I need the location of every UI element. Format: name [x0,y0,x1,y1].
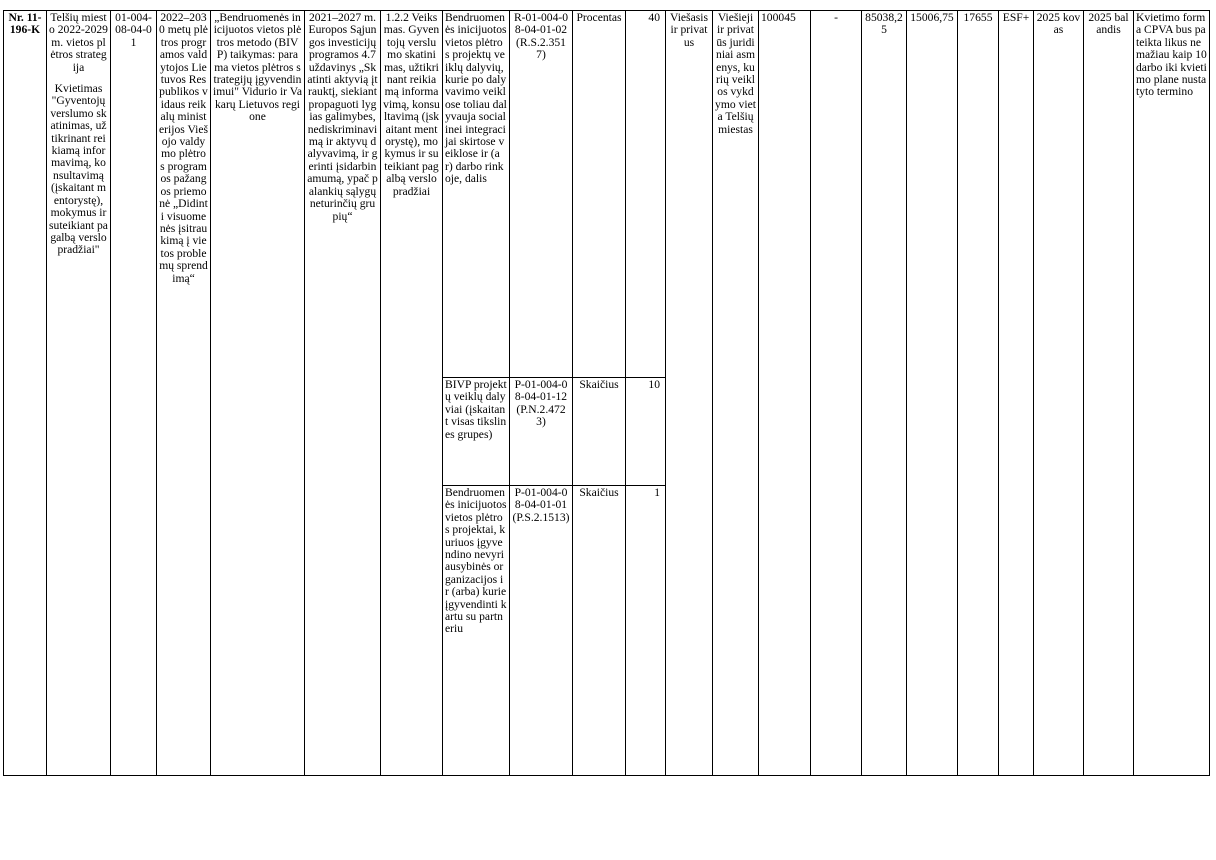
applicant-type-cell: Viešasis ir privatus [666,11,713,776]
row-number-cell: Nr. 11-196-K [4,11,47,776]
eu-program-cell: 2021–2027 m. Europos Sąjungos investicijų programos 4.7 uždavinys „Skatinti aktyvią įtrauktį, siekiant propaguoti lygias galimybes, nediskriminavimą ir aktyvų dalyvavimą, ir gerinti įsidarbinamumą, ypač palankių sąlygų neturinčių grupių“ [305,11,381,776]
table-row [4,11,1210,378]
indicator-unit-cell: Procentas [573,11,626,378]
total-amount-cell: 100045 [759,11,811,776]
call-start-cell: 2025 kovas [1034,11,1084,776]
action-cell: 1.2.2 Veiksmas. Gyventojų verslumo skatinimas, užtikrinant reikiamą informavimą, konsultavimą (įskaitant mentorystę), mokymus ir suteikiant pagalbą verslo pradžiai [381,11,443,776]
call-name: Kvietimas "Gyventojų verslumo skatinimas, užtikrinant reikiamą informavimą, konsultavimą (įskaitant mentorystę), mokymus ir suteikiant pagalbą verslo pradžiai" [49,82,108,257]
other-amount-cell: 17655 [958,11,999,776]
call-end-cell: 2025 balandis [1084,11,1134,776]
national-amount-cell: 15006,75 [907,11,958,776]
development-program-cell: 2022–2030 metų plėtros programos valdytojos Lietuvos Respublikos vidaus reikalų ministerijos Viešojo valdymo plėtros programos pažangos priemonė „Didinti visuomenės įsitraukimą į vietos problemų sprendimą“ [157,11,211,776]
document-page [3,10,1209,776]
indicator-unit-cell: Skaičius [573,486,626,776]
indicator-name-cell: BIVP projektų veiklų dalyviai (įskaitant visas tikslines grupes) [443,378,510,486]
indicator-name-cell: Bendruomenės inicijuotos vietos plėtros projektai, kuriuos įgyvendino nevyriausybinės organizacijos ir (arba) kurie įgyvendinti kartu su partneriu [443,486,510,776]
plan-name: Telšių miesto 2022-2029 m. vietos plėtros strategija [49,11,108,74]
indicator-value-cell: 1 [626,486,666,776]
bivp-cell: „Bendruomenės inicijuotos vietos plėtros metodo (BIVP) taikymas: parama vietos plėtros strategijų įgyvendinimui" Vidurio ir Vakarų Lietuvos regione [211,11,305,776]
empty-amount-cell: - [811,11,862,776]
indicator-unit-cell: Skaičius [573,378,626,486]
applicants-cell: Viešieji ir privatūs juridiniai asmenys, kurių veiklos vykdymo vieta Telšių miestas [713,11,759,776]
fund-cell: ESF+ [999,11,1034,776]
measure-code-cell: 01-004-08-04-01 [111,11,157,776]
indicator-value-cell: 10 [626,378,666,486]
indicator-name-cell: Bendruomenės inicijuotos vietos plėtros projektų veiklų dalyvių, kurie po dalyvavimo veiklose toliau dalyvauja socialinei integracijai skirtose veiklose ir (ar) darbo rinkoje, dalis [443,11,510,378]
call-plan-table [3,10,1210,776]
indicator-code-cell: R-01-004-08-04-01-02(R.S.2.3517) [510,11,573,378]
eu-amount-cell: 85038,25 [862,11,907,776]
note-cell: Kvietimo forma CPVA bus pateikta likus ne mažiau kaip 10 darbo iki kvietimo plane nustatyto termino [1134,11,1210,776]
indicator-code-cell: P-01-004-08-04-01-12 (P.N.2.4723) [510,378,573,486]
plan-cell [47,11,111,776]
indicator-value-cell: 40 [626,11,666,378]
indicator-code-cell: P-01-004-08-04-01-01(P.S.2.1513) [510,486,573,776]
